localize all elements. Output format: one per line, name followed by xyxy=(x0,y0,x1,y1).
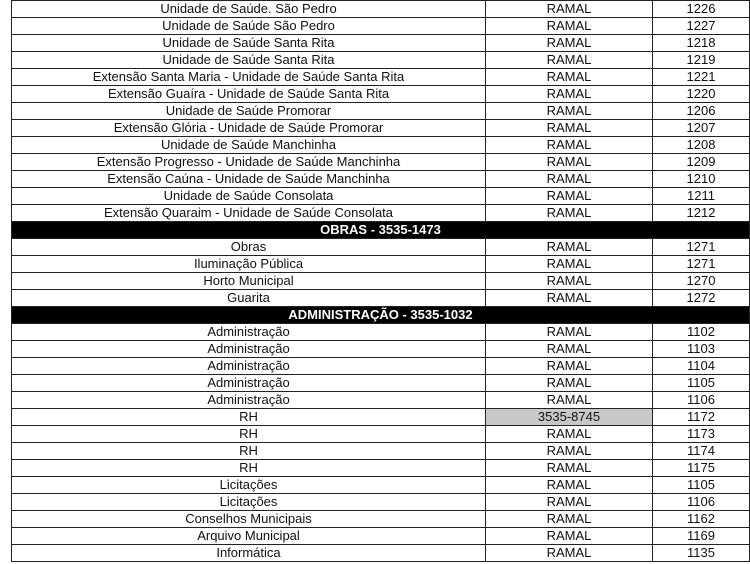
extension-cell: 1210 xyxy=(653,171,750,188)
unit-name-cell: Unidade de Saúde Santa Rita xyxy=(12,52,486,69)
table-row xyxy=(12,256,750,273)
extension-cell: 1172 xyxy=(653,409,750,426)
table-row xyxy=(12,511,750,528)
line-type-cell: RAMAL xyxy=(486,188,653,205)
extension-cell: 1270 xyxy=(653,273,750,290)
line-type-cell: RAMAL xyxy=(486,35,653,52)
extension-cell: 1272 xyxy=(653,290,750,307)
unit-name-cell: Administração xyxy=(12,375,486,392)
unit-name-cell: Unidade de Saúde São Pedro xyxy=(12,18,486,35)
line-type-cell: RAMAL xyxy=(486,494,653,511)
line-type-cell: 3535-8745 xyxy=(486,409,653,426)
table-row xyxy=(12,137,750,154)
line-type-cell: RAMAL xyxy=(486,460,653,477)
line-type-cell: RAMAL xyxy=(486,324,653,341)
table-row xyxy=(12,460,750,477)
line-type-cell: RAMAL xyxy=(486,18,653,35)
unit-name-cell: RH xyxy=(12,426,486,443)
table-row xyxy=(12,154,750,171)
line-type-cell: RAMAL xyxy=(486,273,653,290)
table-row xyxy=(12,409,750,426)
section-header-row xyxy=(12,222,750,239)
line-type-cell: RAMAL xyxy=(486,239,653,256)
line-type-cell: RAMAL xyxy=(486,358,653,375)
unit-name-cell: Informática xyxy=(12,545,486,562)
unit-name-cell: Unidade de Saúde. São Pedro xyxy=(12,1,486,18)
extension-cell: 1105 xyxy=(653,375,750,392)
extension-cell: 1271 xyxy=(653,239,750,256)
unit-name-cell: RH xyxy=(12,443,486,460)
line-type-cell: RAMAL xyxy=(486,392,653,409)
line-type-cell: RAMAL xyxy=(486,511,653,528)
unit-name-cell: Unidade de Saúde Promorar xyxy=(12,103,486,120)
unit-name-cell: Guarita xyxy=(12,290,486,307)
unit-name-cell: Unidade de Saúde Consolata xyxy=(12,188,486,205)
extension-cell: 1135 xyxy=(653,545,750,562)
unit-name-cell: RH xyxy=(12,460,486,477)
unit-name-cell: Administração xyxy=(12,341,486,358)
unit-name-cell: Conselhos Municipais xyxy=(12,511,486,528)
table-row xyxy=(12,120,750,137)
unit-name-cell: Extensão Santa Maria - Unidade de Saúde Santa Rita xyxy=(12,69,486,86)
table-row xyxy=(12,69,750,86)
extension-cell: 1212 xyxy=(653,205,750,222)
extension-cell: 1103 xyxy=(653,341,750,358)
table-row xyxy=(12,426,750,443)
unit-name-cell: Licitações xyxy=(12,494,486,511)
table-row xyxy=(12,239,750,256)
extension-cell: 1207 xyxy=(653,120,750,137)
line-type-cell: RAMAL xyxy=(486,86,653,103)
line-type-cell: RAMAL xyxy=(486,426,653,443)
line-type-cell: RAMAL xyxy=(486,69,653,86)
extension-cell: 1208 xyxy=(653,137,750,154)
unit-name-cell: Extensão Progresso - Unidade de Saúde Manchinha xyxy=(12,154,486,171)
table-row xyxy=(12,188,750,205)
unit-name-cell: Arquivo Municipal xyxy=(12,528,486,545)
extension-cell: 1226 xyxy=(653,1,750,18)
table-row xyxy=(12,375,750,392)
section-header-row xyxy=(12,307,750,324)
section-title: ADMINISTRAÇÃO - 3535-1032 xyxy=(12,307,750,324)
table-row xyxy=(12,545,750,562)
table-row xyxy=(12,528,750,545)
unit-name-cell: Unidade de Saúde Manchinha xyxy=(12,137,486,154)
unit-name-cell: Extensão Guaíra - Unidade de Saúde Santa Rita xyxy=(12,86,486,103)
unit-name-cell: RH xyxy=(12,409,486,426)
unit-name-cell: Administração xyxy=(12,324,486,341)
unit-name-cell: Licitações xyxy=(12,477,486,494)
extension-cell: 1106 xyxy=(653,494,750,511)
unit-name-cell: Horto Municipal xyxy=(12,273,486,290)
table-row xyxy=(12,494,750,511)
line-type-cell: RAMAL xyxy=(486,290,653,307)
extension-cell: 1206 xyxy=(653,103,750,120)
line-type-cell: RAMAL xyxy=(486,477,653,494)
extension-cell: 1218 xyxy=(653,35,750,52)
line-type-cell: RAMAL xyxy=(486,341,653,358)
table-row xyxy=(12,341,750,358)
table-row xyxy=(12,290,750,307)
table-row xyxy=(12,443,750,460)
line-type-cell: RAMAL xyxy=(486,154,653,171)
extension-cell: 1219 xyxy=(653,52,750,69)
line-type-cell: RAMAL xyxy=(486,375,653,392)
table-row xyxy=(12,205,750,222)
extension-cell: 1211 xyxy=(653,188,750,205)
line-type-cell: RAMAL xyxy=(486,120,653,137)
unit-name-cell: Iluminação Pública xyxy=(12,256,486,273)
table-row xyxy=(12,1,750,18)
line-type-cell: RAMAL xyxy=(486,528,653,545)
table-row xyxy=(12,18,750,35)
extension-cell: 1104 xyxy=(653,358,750,375)
extension-cell: 1220 xyxy=(653,86,750,103)
line-type-cell: RAMAL xyxy=(486,1,653,18)
line-type-cell: RAMAL xyxy=(486,103,653,120)
table-row xyxy=(12,52,750,69)
line-type-cell: RAMAL xyxy=(486,137,653,154)
section-title: OBRAS - 3535-1473 xyxy=(12,222,750,239)
extension-cell: 1221 xyxy=(653,69,750,86)
extension-cell: 1105 xyxy=(653,477,750,494)
extension-cell: 1174 xyxy=(653,443,750,460)
unit-name-cell: Administração xyxy=(12,358,486,375)
phone-directory-table xyxy=(11,0,750,562)
table-row xyxy=(12,171,750,188)
extension-cell: 1106 xyxy=(653,392,750,409)
extension-cell: 1102 xyxy=(653,324,750,341)
extension-cell: 1175 xyxy=(653,460,750,477)
unit-name-cell: Administração xyxy=(12,392,486,409)
unit-name-cell: Extensão Quaraim - Unidade de Saúde Consolata xyxy=(12,205,486,222)
table-row xyxy=(12,273,750,290)
extension-cell: 1227 xyxy=(653,18,750,35)
unit-name-cell: Extensão Caúna - Unidade de Saúde Manchinha xyxy=(12,171,486,188)
table-row xyxy=(12,35,750,52)
table-row xyxy=(12,477,750,494)
extension-cell: 1169 xyxy=(653,528,750,545)
table-row xyxy=(12,392,750,409)
extension-cell: 1162 xyxy=(653,511,750,528)
table-row xyxy=(12,103,750,120)
phone-directory-body xyxy=(12,1,750,562)
table-row xyxy=(12,324,750,341)
line-type-cell: RAMAL xyxy=(486,443,653,460)
extension-cell: 1209 xyxy=(653,154,750,171)
line-type-cell: RAMAL xyxy=(486,256,653,273)
line-type-cell: RAMAL xyxy=(486,205,653,222)
unit-name-cell: Extensão Glória - Unidade de Saúde Promorar xyxy=(12,120,486,137)
line-type-cell: RAMAL xyxy=(486,545,653,562)
extension-cell: 1173 xyxy=(653,426,750,443)
table-row xyxy=(12,86,750,103)
line-type-cell: RAMAL xyxy=(486,171,653,188)
table-row xyxy=(12,358,750,375)
extension-cell: 1271 xyxy=(653,256,750,273)
unit-name-cell: Obras xyxy=(12,239,486,256)
line-type-cell: RAMAL xyxy=(486,52,653,69)
unit-name-cell: Unidade de Saúde Santa Rita xyxy=(12,35,486,52)
